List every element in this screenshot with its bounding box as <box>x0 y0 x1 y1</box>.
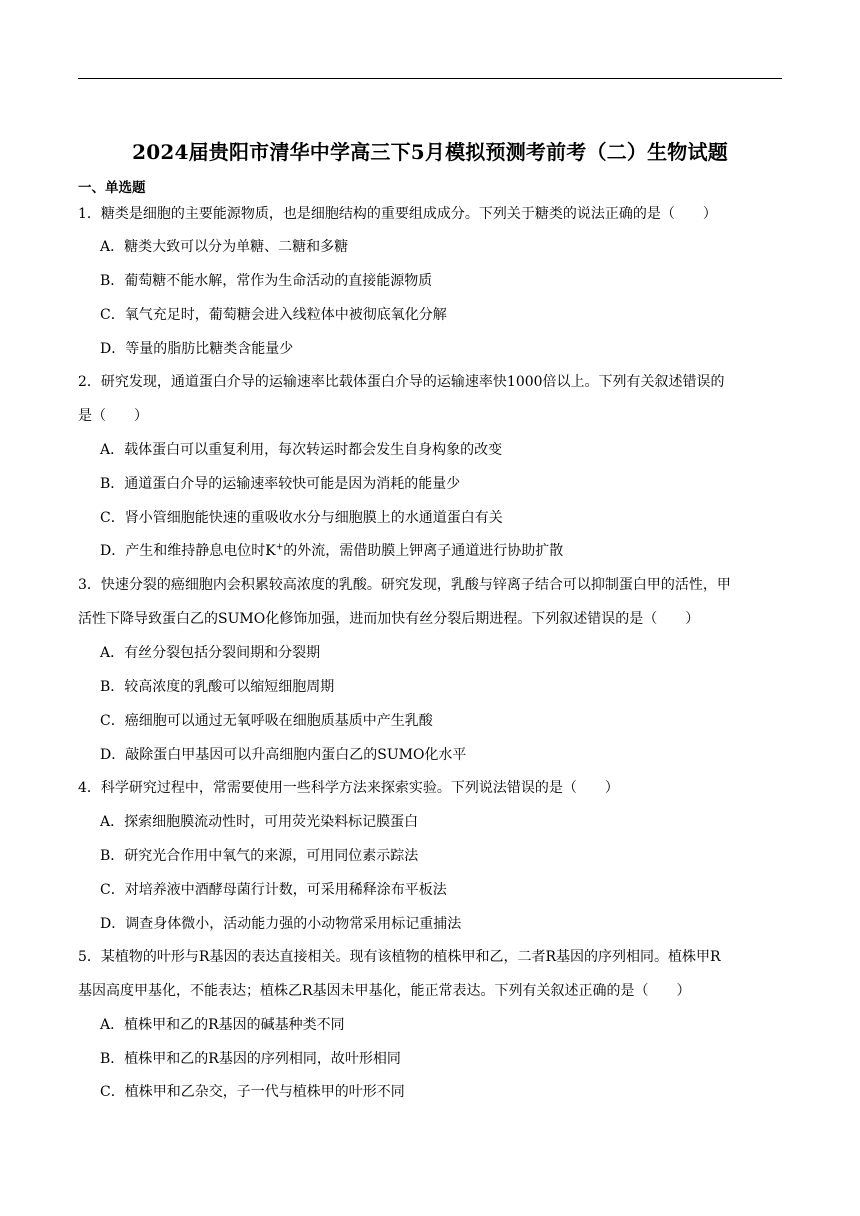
question-3-option-b: B．较高浓度的乳酸可以缩短细胞周期 <box>100 679 335 695</box>
question-3-option-a: A．有丝分裂包括分裂间期和分裂期 <box>100 645 321 661</box>
question-3-stem-line-1: 3．快速分裂的癌细胞内会积累较高浓度的乳酸。研究发现，乳酸与锌离子结合可以抑制蛋白甲的活性，甲 <box>78 577 731 593</box>
question-2-option-b: B．通道蛋白介导的运输速率较快可能是因为消耗的能量少 <box>100 476 461 492</box>
question-3-option-d: D．敲除蛋白甲基因可以升高细胞内蛋白乙的SUMO化水平 <box>100 747 467 763</box>
question-2-option-d-before: D．产生和维持静息电位时K <box>100 543 276 559</box>
question-5-option-b: B．植株甲和乙的R基因的序列相同，故叶形相同 <box>100 1051 401 1067</box>
question-4-option-a: A．探索细胞膜流动性时，可用荧光染料标记膜蛋白 <box>100 814 419 830</box>
question-4-option-c: C．对培养液中酒酵母菌行计数，可采用稀释涂布平板法 <box>100 882 447 898</box>
question-1-stem: 1．糖类是细胞的主要能源物质，也是细胞结构的重要组成成分。下列关于糖类的说法正确的是（ ） <box>78 206 717 222</box>
question-2-option-d <box>100 540 563 560</box>
question-1-option-a: A．糖类大致可以分为单糖、二糖和多糖 <box>100 239 349 255</box>
question-4-stem: 4．科学研究过程中，常需要使用一些科学方法来探索实验。下列说法错误的是（ ） <box>78 780 619 796</box>
question-3-option-c: C．癌细胞可以通过无氧呼吸在细胞质基质中产生乳酸 <box>100 713 433 729</box>
question-5-option-a: A．植株甲和乙的R基因的碱基种类不同 <box>100 1017 345 1033</box>
question-4-option-d: D．调查身体微小，活动能力强的小动物常采用标记重捕法 <box>100 916 462 932</box>
page-title: 2024届贵阳市清华中学高三下5月模拟预测考前考（二）生物试题 <box>132 140 728 164</box>
header-rule <box>78 78 782 79</box>
question-1-option-b: B．葡萄糖不能水解，常作为生命活动的直接能源物质 <box>100 273 433 289</box>
question-1-option-c: C．氧气充足时，葡萄糖会进入线粒体中被彻底氧化分解 <box>100 307 447 323</box>
question-4-option-b: B．研究光合作用中氧气的来源，可用同位素示踪法 <box>100 848 419 864</box>
question-2-stem-line-2: 是（ ） <box>78 408 148 424</box>
question-2-option-c: C．肾小管细胞能快速的重吸收水分与细胞膜上的水通道蛋白有关 <box>100 510 503 526</box>
question-2-stem-line-1: 2．研究发现，通道蛋白介导的运输速率比载体蛋白介导的运输速率快1000倍以上。下列有关叙述错误的 <box>78 374 725 390</box>
question-2-option-d-after: 的外流，需借助膜上钾离子通道进行协助扩散 <box>283 543 564 559</box>
question-5-option-c: C．植株甲和乙杂交，子一代与植株甲的叶形不同 <box>100 1084 405 1100</box>
question-5-stem-line-2: 基因高度甲基化，不能表达；植株乙R基因未甲基化，能正常表达。下列有关叙述正确的是（ ） <box>78 983 691 999</box>
question-2-option-a: A．载体蛋白可以重复利用，每次转运时都会发生自身构象的改变 <box>100 442 503 458</box>
question-1-option-d: D．等量的脂肪比糖类含能量少 <box>100 341 294 357</box>
question-5-stem-line-1: 5．某植物的叶形与R基因的表达直接相关。现有该植物的植株甲和乙，二者R基因的序列相同。植株甲R <box>78 949 721 965</box>
question-3-stem-line-2: 活性下降导致蛋白乙的SUMO化修饰加强，进而加快有丝分裂后期进程。下列叙述错误的是（ ） <box>78 611 700 627</box>
question-2-option-d-superscript: + <box>275 542 284 553</box>
section-heading: 一、单选题 <box>78 180 146 196</box>
